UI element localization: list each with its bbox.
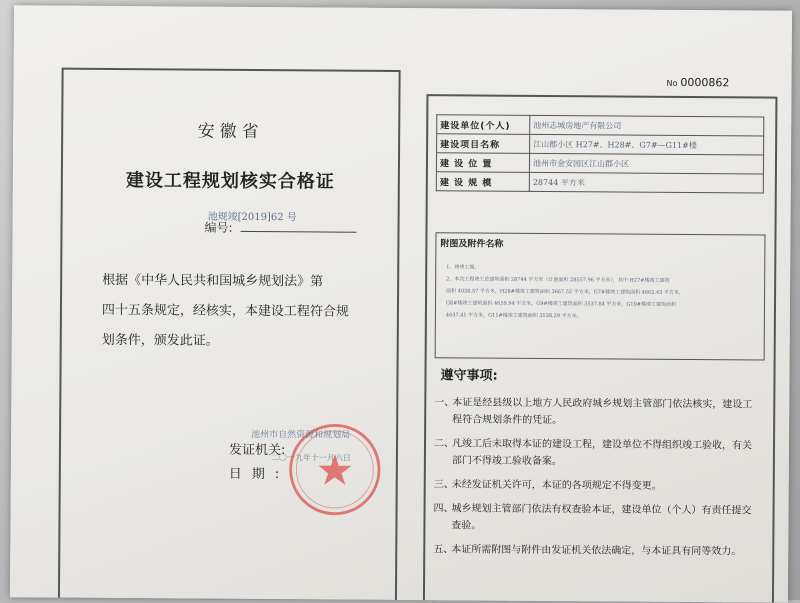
row-value: 江山郡小区 H27#、H28#、G7#—G11#楼 [530,134,764,155]
note-line: 面积 4030.57 平方米，H28#楼竣工建筑面积 3667.52 平方米，G7#楼竣工建筑面积 4662.43 平方米， [446,288,684,296]
row-value: 28744 平方米 [529,172,763,193]
rule-item [434,476,758,495]
note-line: G8#楼竣工建筑面积 4659.94 平方米，G9#楼竣工建筑面积 3537.84 平方米，G10#楼竣工建筑面积 [445,300,677,308]
rule-number: 三、 [433,479,454,491]
date-label: 日期: [228,466,290,483]
rule-text: 城乡规划主管部门依法有权查验本证，建设单位（个人）有责任提交查验。 [451,503,752,532]
certificate-number-value: 池规竣[2019]62 号 [207,211,297,224]
note-line: 1、竣竣工图。 [446,264,480,271]
certificate-paragraph [102,266,358,358]
rule-item [434,394,758,430]
left-panel [58,68,401,602]
row-label: 建 设 位 置 [436,153,529,173]
rules-title: 遵守事项: [440,368,498,384]
attachments-title: 附图及附件名称 [440,239,504,250]
rule-number: 五、 [433,544,454,556]
attachments-box [435,232,766,360]
serial-number [667,76,730,89]
certificate-number-label: 编号: [204,220,233,235]
row-value: 池州志城房地产有限公司 [530,115,764,136]
rule-item [433,500,757,536]
paragraph-line: 四十五条规定，经核实，本建设工程符合规 [101,302,350,320]
table-row [437,115,764,136]
project-info-table [436,114,765,193]
number-underline [240,231,356,233]
rule-text: 未经发证机关许可，本证的各项规定不得变更。 [451,479,662,492]
rule-text: 凡竣工后未取得本证的建设工程，建设单位不得组织竣工验收，有关部门不得竣工验收备案。 [451,438,753,468]
rule-text: 本证是经县级以上地方人民政府城乡规划主管部门依法核实，建设工程符合规划条件的凭证。 [452,397,753,427]
table-row [436,153,763,174]
note-line: 2、本次工程竣工总建筑面积 28744 平方米（计容面积 28557.96 平方米），其中 H27#楼竣工建筑 [446,276,670,284]
row-value: 池州市金安园区江山郡小区 [529,153,763,174]
certificate-title: 建设工程规划核实合格证 [125,170,335,193]
row-label: 建设单位(个人) [437,115,530,135]
paragraph-line: 划条件，颁发此证。 [101,332,219,349]
right-panel [423,94,778,603]
province-title: 安徽省 [197,121,264,143]
table-row [436,172,763,193]
row-label: 建设项目名称 [437,134,530,154]
rule-item [434,435,758,471]
serial-value: 0000862 [680,75,730,90]
rule-number: 二、 [433,438,455,450]
table-row [437,134,764,155]
rule-number: 一、 [434,397,455,409]
rule-item [433,541,757,560]
date-value: 二〇一九年十一月六日 [270,453,351,463]
rules-list [433,394,758,567]
paragraph-line: 根据《中华人民共和国城乡规划法》第 [102,272,324,290]
issuer-value: 池州市自然资源和规划局 [251,429,351,441]
attachments-notes [446,261,758,323]
rule-number: 四、 [433,503,454,515]
rule-text: 本证所需附图与附件由发证机关依法确定，与本证具有同等效力。 [451,544,742,558]
note-line: 4647.41 平方米，G11#楼竣工建筑面积 3538.29 平方米。 [445,312,582,320]
serial-prefix: No [666,78,678,88]
row-label: 建 设 规 模 [436,172,529,192]
certificate-paper [10,5,792,602]
issuer-label: 发证机关: [228,442,286,459]
